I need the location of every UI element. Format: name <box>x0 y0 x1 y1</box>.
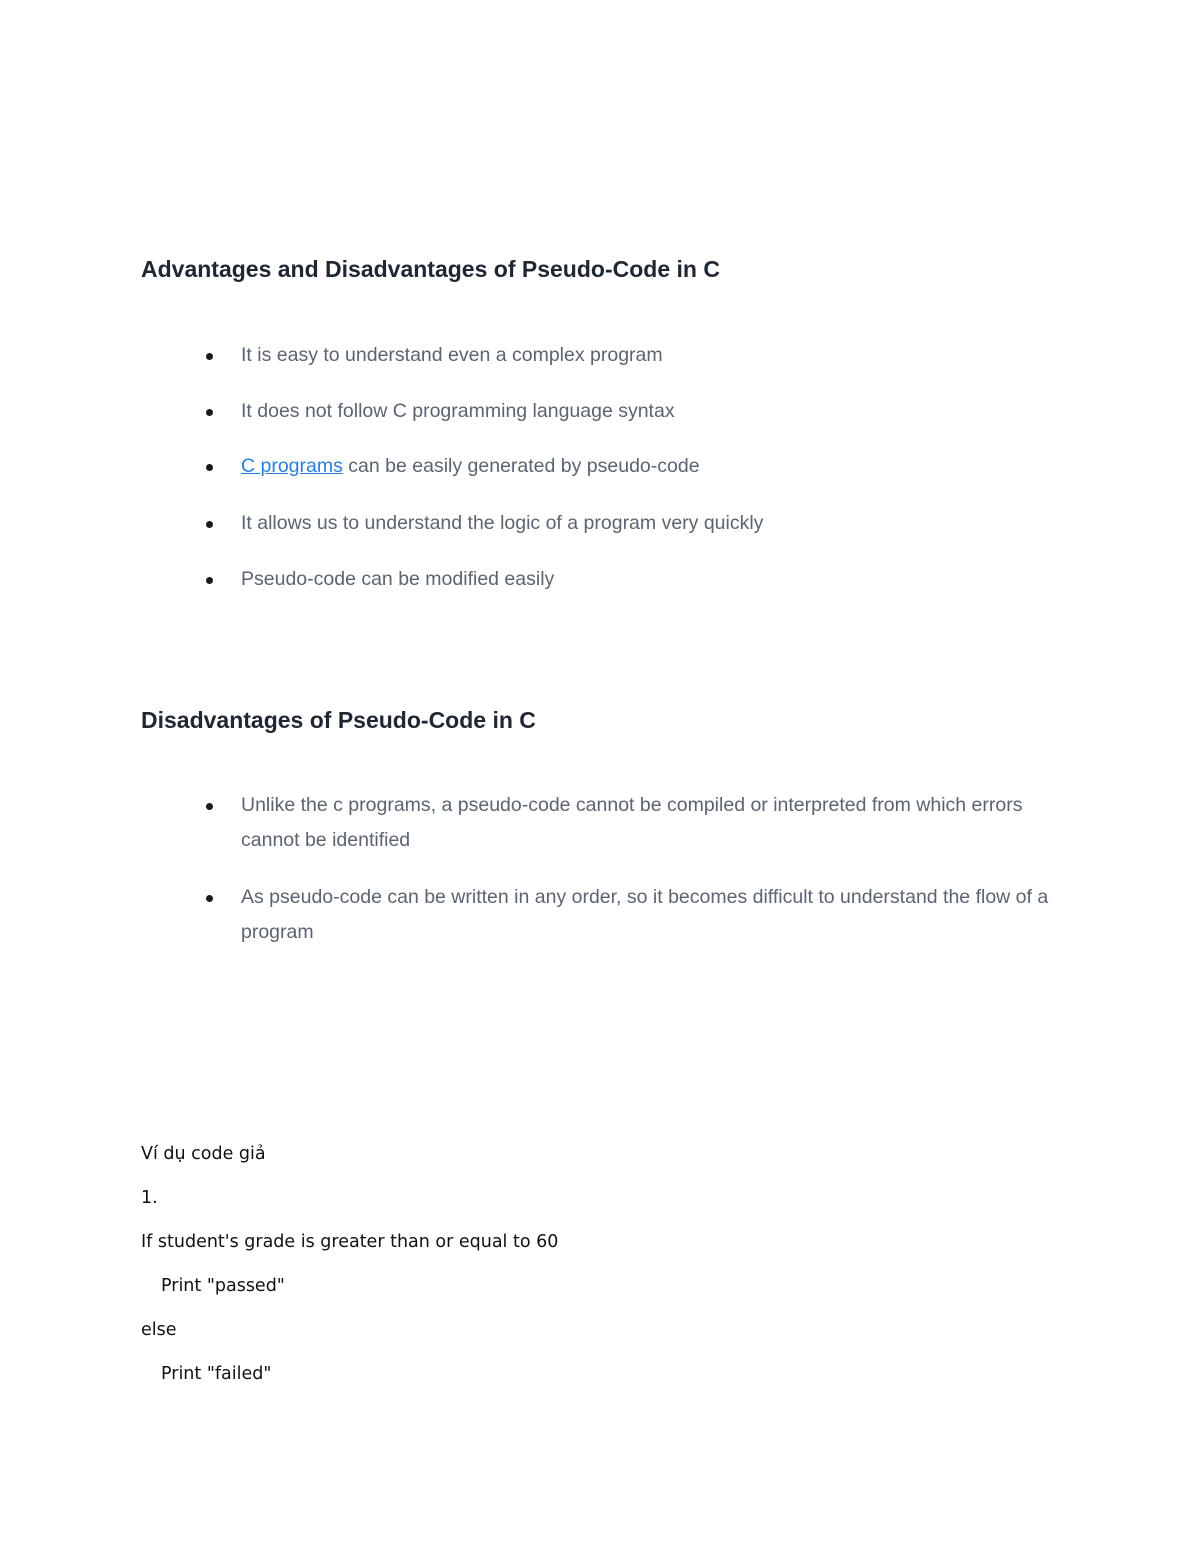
list-item-text: As pseudo-code can be written in any order, so it becomes difficult to understand the flow of a program <box>241 886 1049 943</box>
code-line: else <box>141 1320 177 1340</box>
list-item <box>241 449 1071 484</box>
bullet-icon <box>206 353 213 360</box>
bullet-icon <box>206 521 213 528</box>
bullet-icon <box>206 409 213 416</box>
disadvantages-heading: Disadvantages of Pseudo-Code in C <box>141 707 536 733</box>
advantages-heading: Advantages and Disadvantages of Pseudo-Code in C <box>141 256 720 282</box>
code-line: If student's grade is greater than or equal to 60 <box>141 1232 559 1252</box>
list-item <box>241 880 1071 950</box>
c-programs-link[interactable]: C programs <box>241 455 343 477</box>
list-item <box>241 788 1071 858</box>
example-number: 1. <box>141 1188 158 1208</box>
list-item <box>241 506 1071 541</box>
list-item-text: It allows us to understand the logic of a program very quickly <box>241 512 764 534</box>
code-line: Print "failed" <box>161 1364 272 1384</box>
bullet-icon <box>206 464 213 471</box>
bullet-icon <box>206 803 213 810</box>
list-item-text: It is easy to understand even a complex program <box>241 344 663 366</box>
list-item-text: Pseudo-code can be modified easily <box>241 568 555 590</box>
list-item-text: can be easily generated by pseudo-code <box>342 455 700 477</box>
bullet-icon <box>206 577 213 584</box>
list-item <box>241 562 1071 597</box>
list-item <box>241 338 1071 373</box>
example-title: Ví dụ code giả <box>141 1144 266 1164</box>
list-item-text: Unlike the c programs, a pseudo-code cannot be compiled or interpreted from which errors cannot be identified <box>241 794 1023 851</box>
list-item <box>241 394 1071 429</box>
list-item-text: It does not follow C programming language syntax <box>241 400 675 422</box>
code-line: Print "passed" <box>161 1276 285 1296</box>
bullet-icon <box>206 895 213 902</box>
